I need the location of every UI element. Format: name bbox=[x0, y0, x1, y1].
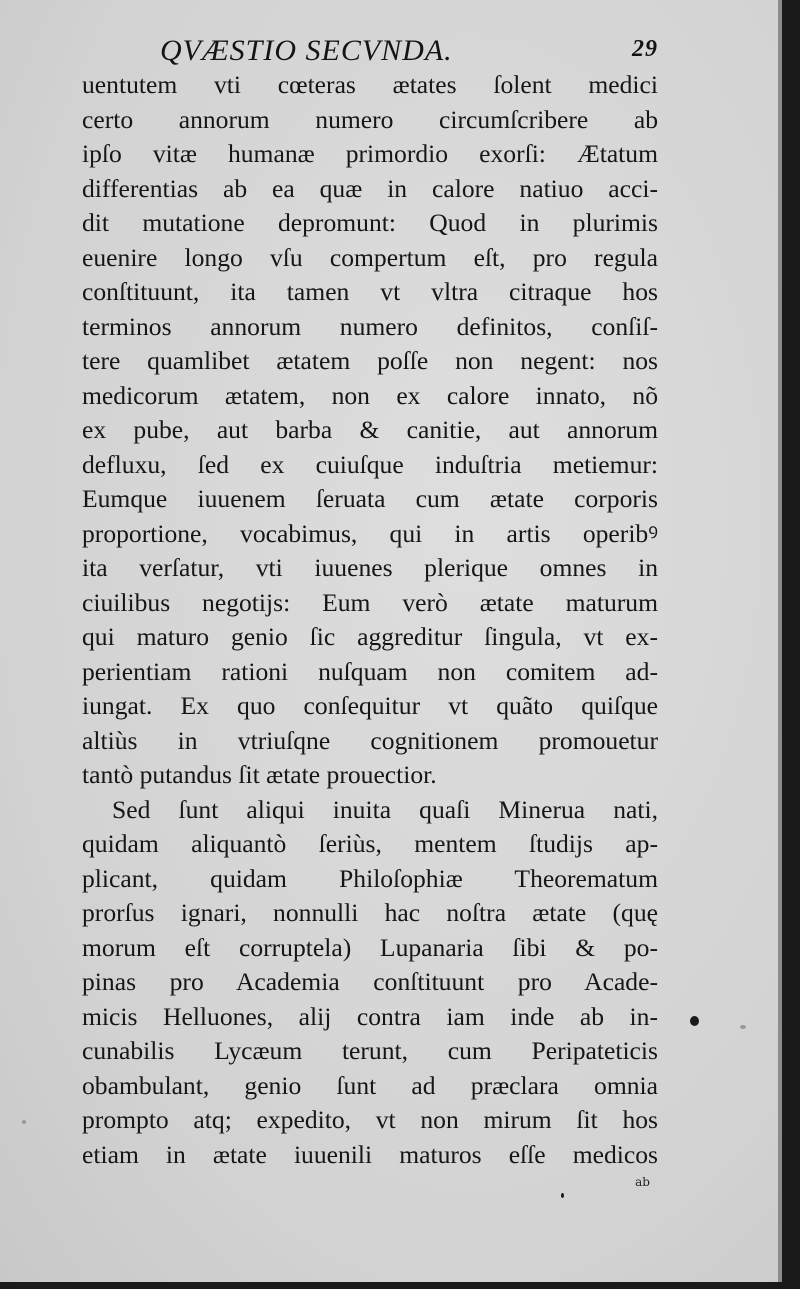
text-line: differentias ab ea quæ in calore natiuo acci- bbox=[82, 173, 658, 203]
text-line: plicant, quidam Philoſophiæ Theorematum bbox=[82, 863, 658, 893]
text-line: prompto atq; expedito, vt non mirum ſit hos bbox=[82, 1105, 658, 1134]
page-number: 29 bbox=[632, 36, 658, 62]
text-line: ita verſatur, vti iuuenes plerique omnes in bbox=[82, 553, 658, 582]
text-line: uentutem vti cœteras ætates ſolent medici bbox=[82, 70, 658, 99]
text-line: dit mutatione depromunt: Quod in plurimis bbox=[82, 208, 658, 237]
text-line: tere quamlibet ætatem poſſe non negent: nos bbox=[82, 346, 658, 375]
text-line: qui maturo genio ſic aggreditur ſingula, vt ex- bbox=[82, 622, 658, 651]
text-line: obambulant, genio ſunt ad præclara omnia bbox=[82, 1070, 658, 1100]
text-line: etiam in ætate iuuenili maturos eſſe medicos bbox=[82, 1139, 658, 1169]
running-header bbox=[160, 30, 680, 70]
paragraph-start-line: Sed ſunt aliqui inuita quaſi Mineruа nati, bbox=[112, 794, 658, 824]
text-line: pinas pro Academia conſtituunt pro Acade- bbox=[82, 967, 658, 996]
ink-speck bbox=[22, 1120, 26, 1124]
text-line: ipſo vitæ humanæ primordio exorſi: Ætatum bbox=[82, 139, 658, 168]
text-line: altiùs in vtriuſqne cognitionem promouetur bbox=[82, 725, 658, 755]
text-line: quidam aliquantò ſeriùs, mentem ſtudijs ap- bbox=[82, 829, 658, 858]
text-line: proportione, vocabimus, qui in artis operibꝰ bbox=[82, 518, 658, 548]
catchword: ab bbox=[635, 1175, 650, 1189]
text-line: micis Helluones, alij contra iam inde ab in- bbox=[82, 1001, 658, 1031]
ink-speck bbox=[690, 1016, 699, 1026]
body-text bbox=[82, 68, 658, 1172]
text-line: defluxu, ſed ex cuiuſque induſtria metiemur: bbox=[82, 449, 658, 479]
running-title: QVÆSTIO SECVNDA. bbox=[160, 34, 453, 67]
ink-speck bbox=[561, 1193, 564, 1198]
text-line: euenire longo vſu compertum eſt, pro regula bbox=[82, 242, 658, 272]
ink-speck bbox=[740, 1025, 746, 1029]
text-line: prorſus ignari, nonnulli hac noſtra ætate (quę bbox=[82, 898, 658, 927]
paragraph-end-line: tantò putandus ſit ætate prouectior. bbox=[82, 760, 437, 789]
text-line: ciuilibus negotijs: Eum verò ætate maturum bbox=[82, 587, 658, 617]
text-line: perientiam rationi nuſquam non comitem ad- bbox=[82, 656, 658, 686]
text-line: terminos annorum numero definitos, conſiſ- bbox=[82, 311, 658, 341]
page-edge bbox=[778, 0, 782, 1282]
text-line: ex pube, aut barba & canitie, aut annorum bbox=[82, 415, 658, 444]
text-line: conſtituunt, ita tamen vt vltra citraque hos bbox=[82, 277, 658, 306]
text-line: iungat. Ex quo conſequitur vt quãto quiſque bbox=[82, 691, 658, 720]
text-line: certo annorum numero circumſcribere ab bbox=[82, 104, 658, 134]
text-line: cunabilis Lycæum terunt, cum Peripateticis bbox=[82, 1036, 658, 1065]
text-line: Eumque iuuenem ſeruata cum ætate corporis bbox=[82, 484, 658, 513]
text-line: medicorum ætatem, non ex calore innato, nõ bbox=[82, 380, 658, 410]
text-line: morum eſt corruptela) Lupanaria ſibi & po- bbox=[82, 932, 658, 962]
